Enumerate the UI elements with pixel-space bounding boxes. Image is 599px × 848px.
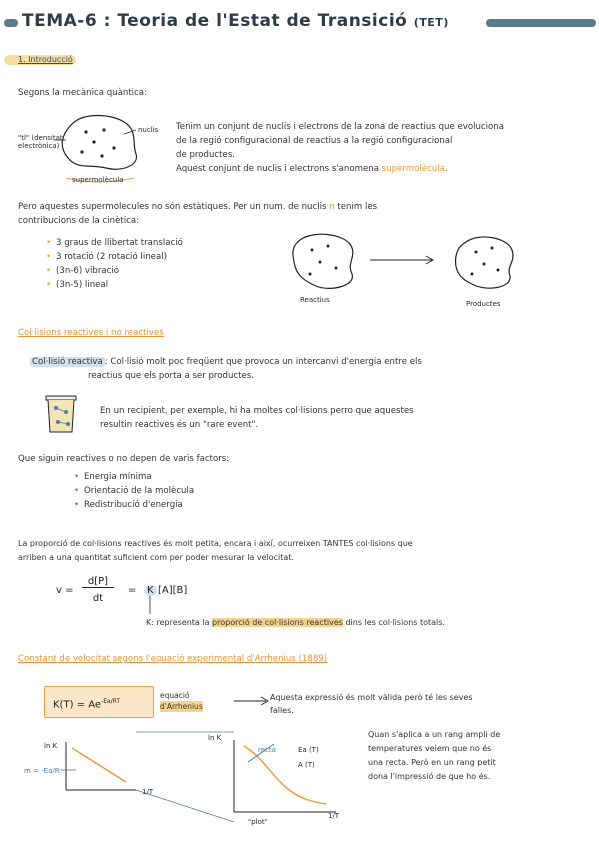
beaker-icon [42,394,82,436]
collision-definition: Col·lisió reactiva : Col·lisió molt poc freqüent que provoca un intercanvi d'energia entre els reactius que els porta a ser productes. [32,357,422,381]
reactius-label: Reactius [300,296,330,304]
section-heading: 1. Introducció [18,55,73,64]
list-item: • Energia mínima [74,470,324,484]
k-note-highlight: proporció de col·lisions reactives [212,618,343,627]
intro-lead: Segons la mecànica quàntica: [18,88,147,98]
list-item: • (3n-5) lineal [46,278,246,292]
nuclis-label: nuclis [138,126,159,134]
arrhenius-label: equació d'Arrhenius [160,691,203,711]
graph1-xlabel: 1/T [142,788,154,796]
graph2-recta-label: recta [258,746,276,754]
proportion-paragraph: La proporció de col·lisions reactives és molt petita, encara i així, ocurreixen TANTES col·lisions que arriben a una quantitat suficient com per poder mesurar la velocitat. [18,539,413,562]
productes-label: Productes [466,300,501,308]
k-note: K: representa la proporció de col·lisions reactives dins les col·lisions totals. [146,618,445,627]
arrhenius-formula-box [44,686,154,718]
collision-example: En un recipient, per exemple, hi ha moltes col·lisions perro que aquestes resultin reactives és un "rare event". [100,406,414,430]
arrhenius-side-note: Quan s'aplica a un rang ampli de temperatures veiem que no és una recta. Però en un rang petit dona l'impressió de que ho és. [368,730,501,781]
graph2-plot-label: "plot" [248,818,268,826]
collisions-heading: Col·lisions reactives i no reactives [18,328,164,338]
title-bar [4,7,596,39]
arrhenius-graphs [18,730,368,830]
graph1-slope-label: m = -Ea/R [24,767,60,775]
graph2-ylabel: ln K [208,734,222,742]
factors-lead: Que siguin reactives o no depen de varis factors: [18,454,230,464]
title-bar-left-decoration [4,19,18,27]
collision-term: Col·lisió reactiva [32,357,103,367]
title-bar-right-decoration [486,19,596,27]
pointer-line [146,596,156,616]
supermolecula-highlight: supermolècula [381,164,445,174]
list-item: • 3 graus de llibertat translació [46,236,246,250]
graph2-xlabel: 1/T [328,812,340,820]
list-item: • (3n-6) vibració [46,264,246,278]
list-item: • Orientació de la molècula [74,484,324,498]
graph1-ylabel: ln K [44,742,58,750]
arrow-icon [232,696,272,706]
factors-list [74,470,324,512]
supermolecula-label: supermolècula [72,176,124,184]
supermolecules-paragraph: Pero aquestes supermolecules no són estàtiques. Per un num. de nuclis n tenim les contribucions de la cinètica: [18,202,378,226]
degrees-list [46,236,246,292]
reaction-diagram [286,228,526,298]
intro-paragraph: Tenim un conjunt de nuclis i electrons de la zona de reactius que evoluciona de la regió configuracional de reactius a la regió configuracional de productes. Aquest conjunt de nuclis i electrons s'anomena supermolècula. [176,122,505,174]
graph2-ea-label: Ea (T) [298,746,319,754]
graph2-a-label: A (T) [298,761,315,769]
arrhenius-formula: $K(T) = Ae^{-Ea/RT}$ [53,698,121,711]
arrhenius-heading: Constant de velocitat segons l'equació experimental d'Arrhenius (1889) [18,654,328,664]
list-item: • 3 rotació (2 rotació lineal) [46,250,246,264]
list-item: • Redistribució d'energia [74,498,324,512]
rate-k-highlight: K [144,585,157,596]
arrhenius-note: Aquesta expressió és molt vàlida però té les seves falles. [270,693,473,715]
electrons-label: "tl" (densitat electrònica) [18,134,63,150]
page-title: TEMA-6 : Teoria de l'Estat de Transició (TET) [22,11,449,31]
